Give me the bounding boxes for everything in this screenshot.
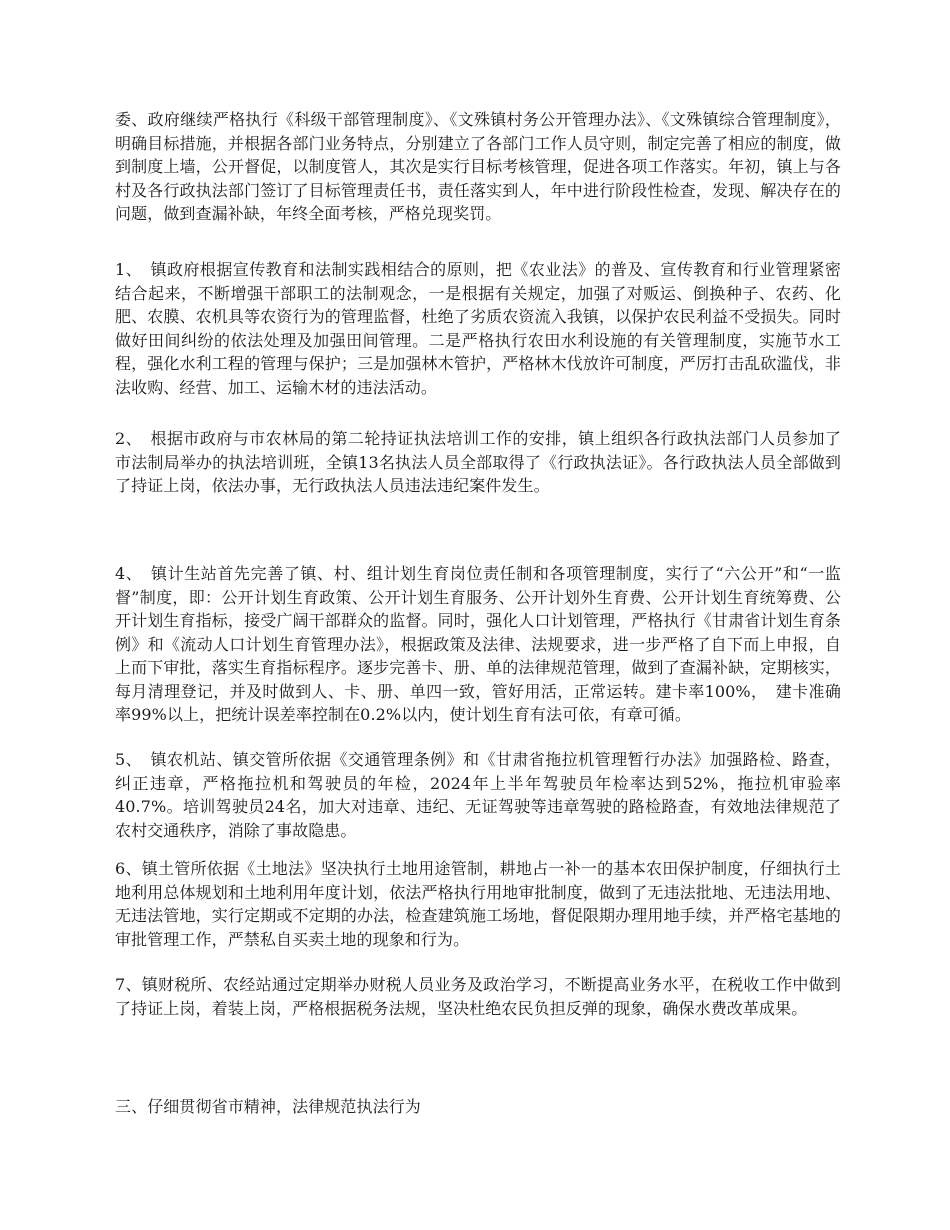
paragraph-item-5: 5、 镇农机站、镇交管所依据《交通管理条例》和《甘肃省拖拉机管理暂行办法》加强路检、路查，纠正违章，严格拖拉机和驾驶员的年检，2024年上半年驾驶员年检率达到52%，拖拉机审验率40.7%。培训驾驶员24名，加大对违章、违纪、无证驾驶等违章驾驶的路检路查，有效地法律规范了农村交通秩序，消除了事故隐患。 [115, 750, 841, 840]
section-heading: 三、仔细贯彻省市精神，法律规范执法行为 [115, 1097, 421, 1116]
paragraph-item-6: 6、镇土管所依据《土地法》坚决执行土地用途管制，耕地占一补一的基本农田保护制度，仔细执行土地利用总体规划和土地利用年度计划，依法严格执行用地审批制度，做到了无违法批地、无违法用地、无违法管地，实行定期或不定期的办法，检查建筑施工场地，督促限期办理用地手续，并严格宅基地的审批管理工作，严禁私自买卖土地的现象和行为。 [115, 859, 841, 949]
paragraph-item-2: 2、 根据市政府与市农林局的第二轮持证执法培训工作的安排，镇上组织各行政执法部门人员参加了市法制局举办的执法培训班，全镇13名执法人员全部取得了《行政执法证》。各行政执法人员全部做到了持证上岗，依法办事，无行政执法人员违法违纪案件发生。 [115, 429, 841, 495]
paragraph-item-4: 4、 镇计生站首先完善了镇、村、组计划生育岗位责任制和各项管理制度，实行了“六公开”和“一监督”制度，即：公开计划生育政策、公开计划生育服务、公开计划外生育费、公开计划生育统筹费、公开计划生育指标，接受广阔干部群众的监督。同时，强化人口计划管理，严格执行《甘肃省计划生育条例》和《流动人口计划生育管理办法》，根据政策及法律、法规要求，进一步严格了自下而上申报，自上而下审批，落实生育指标程序。逐步完善卡、册、单的法律规范管理，做到了查漏补缺，定期核实，每月清理登记，并及时做到人、卡、册、单四一致，管好用活，正常运转。建卡率100%， 建卡准确率99%以上，把统计误差率控制在0.2%以内，使计划生育有法可依，有章可循。 [115, 564, 841, 724]
paragraph-intro: 委、政府继续严格执行《科级干部管理制度》、《文殊镇村务公开管理办法》、《文殊镇综合管理制度》，明确目标措施，并根据各部门业务特点，分别建立了各部门工作人员守则，制定完善了相应的制度，做到制度上墙，公开督促，以制度管人，其次是实行目标考核管理，促进各项工作落实。年初，镇上与各村及各行政执法部门签订了目标管理责任书，责任落实到人，年中进行阶段性检查，发现、解决存在的问题，做到查漏补缺，年终全面考核，严格兑现奖罚。 [115, 110, 841, 223]
paragraph-item-1: 1、 镇政府根据宣传教育和法制实践相结合的原则，把《农业法》的普及、宣传教育和行业管理紧密结合起来，不断增强干部职工的法制观念，一是根据有关规定，加强了对贩运、倒换种子、农药、化肥、农膜、农机具等农资行为的管理监督，杜绝了劣质农资流入我镇，以保护农民利益不受损失。同时做好田间纠纷的依法处理及加强田间管理。二是严格执行农田水利设施的有关管理制度，实施节水工程，强化水利工程的管理与保护；三是加强林木管护，严格林木伐放许可制度，严厉打击乱砍滥伐，非法收购、经营、加工、运输木材的违法活动。 [115, 260, 841, 397]
paragraph-item-7: 7、镇财税所、农经站通过定期举办财税人员业务及政治学习，不断提高业务水平，在税收工作中做到了持证上岗，着装上岗，严格根据税务法规，坚决杜绝农民负担反弹的现象，确保水费改革成果。 [115, 975, 841, 1018]
